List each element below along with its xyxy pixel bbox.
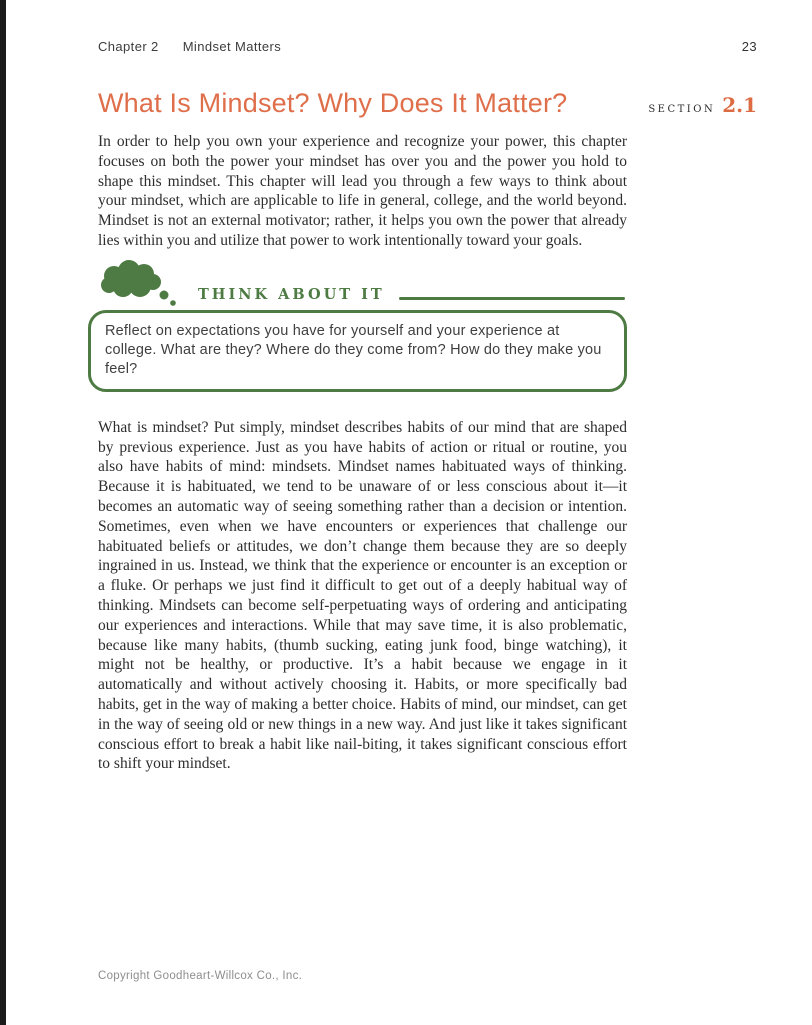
think-about-it-callout [88,266,627,392]
callout-heading-row [88,266,627,306]
section-tab [648,93,757,117]
page-number: 23 [741,39,757,54]
main-paragraph: What is mindset? Put simply, mindset describes habits of our mind that are shaped by previous experience. Just as you have habits of action or ritual or routine, you also have habits of mind: mindsets. Mindset names habituated ways of thinking. Because it is habituated, we tend to be unaware of or less conscious about it—it becomes an automatic way of seeing something rather than a decision or intention. Sometimes, even when we have encounters or experiences that challenge our habituated beliefs or attitudes, we don’t change them because they are so deeply ingrained in us. Instead, we think that the experience or encounter is an exception or a fluke. Or perhaps we just find it difficult to get out of a deeply habitual way of thinking. Mindsets can become self-perpetuating ways of ordering and anticipating our experiences and interactions. While that may save time, it is also problematic, because like many habits, (thumb sucking, eating junk food, binge watching), it might not be healthy, or productive. It’s a habit because we engage in it automatically and without actively choosing it. Habits, or more specifically bad habits, get in the way of making a better choice. Habits of mind, our mindset, can get in the way of seeing old or new things in a new way. And just like it takes significant conscious effort to break a habit like nail-biting, it takes significant conscious effort to shift your mindset. [98,418,627,773]
chapter-title: Mindset Matters [182,39,282,54]
title-row [98,88,757,119]
section-number: 2.1 [722,93,757,117]
section-label: SECTION [648,104,716,115]
chapter-label: Chapter 2 [98,39,159,54]
copyright-notice: Copyright Goodheart-Willcox Co., Inc. [98,970,303,982]
page-title: What Is Mindset? Why Does It Matter? [98,88,568,118]
page-edge-strip [0,0,6,1025]
thought-cloud-icon [96,260,184,306]
callout-rule [399,297,625,300]
callout-title: THINK ABOUT IT [198,286,385,304]
page-content [98,0,757,774]
running-head [98,39,757,54]
intro-paragraph: In order to help you own your experience and recognize your power, this chapter focuses on both the power your mindset has over you and the power you hold to shape this mindset. This chapter will lead you through a few ways to think about your mindset, which are applicable to life in general, college, and the world beyond. Mindset is not an external motivator; rather, it helps you own the power that already lies within you and utilize that power to work intentionally toward your goals. [98,133,627,249]
callout-box [88,310,627,392]
callout-body-text: Reflect on expectations you have for yourself and your experience at college. What are they? Where do they come from? How do they make you feel? [105,322,602,377]
